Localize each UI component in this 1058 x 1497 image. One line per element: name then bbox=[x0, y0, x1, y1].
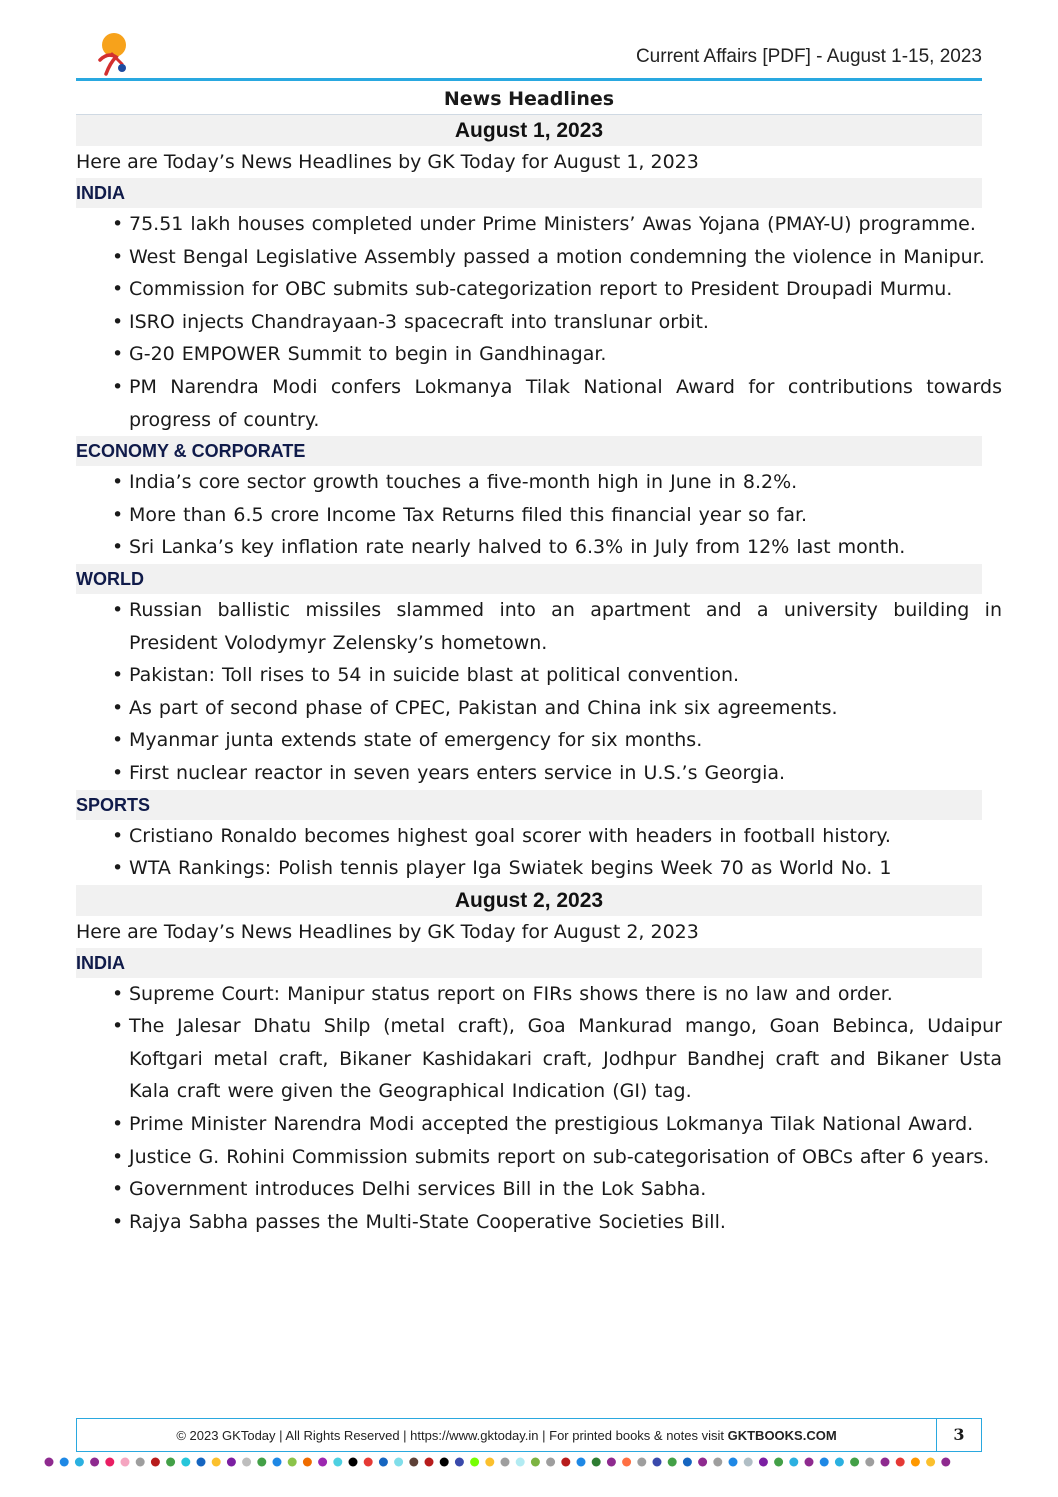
decorative-dot bbox=[926, 1458, 935, 1467]
section-heading: INDIA bbox=[76, 948, 982, 978]
decorative-dot bbox=[379, 1458, 388, 1467]
decorative-dot bbox=[865, 1458, 874, 1467]
decorative-dot bbox=[257, 1458, 266, 1467]
decorative-dot bbox=[577, 1458, 586, 1467]
headline-list bbox=[76, 978, 1002, 1239]
headline-item: • G-20 EMPOWER Summit to begin in Gandhinagar. bbox=[76, 338, 1002, 371]
decorative-dot bbox=[592, 1458, 601, 1467]
decorative-dot bbox=[151, 1458, 160, 1467]
decorative-dot-row bbox=[44, 1456, 1014, 1468]
headline-item: • India’s core sector growth touches a five-month high in June in 8.2%. bbox=[76, 466, 1002, 499]
headline-item: • Rajya Sabha passes the Multi-State Cooperative Societies Bill. bbox=[76, 1206, 1002, 1239]
headline-item: • Cristiano Ronaldo becomes highest goal scorer with headers in football history. bbox=[76, 820, 1002, 853]
headline-item: • First nuclear reactor in seven years enters service in U.S.’s Georgia. bbox=[76, 757, 1002, 790]
decorative-dot bbox=[181, 1458, 190, 1467]
decorative-dot bbox=[941, 1458, 950, 1467]
decorative-dot bbox=[637, 1458, 646, 1467]
decorative-dot bbox=[288, 1458, 297, 1467]
decorative-dot bbox=[166, 1458, 175, 1467]
headline-item: • Myanmar junta extends state of emergency for six months. bbox=[76, 724, 1002, 757]
decorative-dot bbox=[896, 1458, 905, 1467]
decorative-dot bbox=[455, 1458, 464, 1467]
decorative-dot bbox=[394, 1458, 403, 1467]
decorative-dot bbox=[470, 1458, 479, 1467]
day-intro: Here are Today’s News Headlines by GK Today for August 2, 2023 bbox=[76, 920, 699, 943]
headline-item: • Supreme Court: Manipur status report on FIRs shows there is no law and order. bbox=[76, 978, 1002, 1011]
headline-item: • Russian ballistic missiles slammed into an apartment and a university building in President Volodymyr Zelensky’s hometown. bbox=[76, 594, 1002, 659]
decorative-dot bbox=[713, 1458, 722, 1467]
headline-list bbox=[76, 594, 1002, 790]
decorative-dot bbox=[668, 1458, 677, 1467]
header-divider bbox=[76, 78, 982, 81]
decorative-dot bbox=[333, 1458, 342, 1467]
decorative-dot bbox=[273, 1458, 282, 1467]
decorative-dot bbox=[318, 1458, 327, 1467]
headline-item: • Pakistan: Toll rises to 54 in suicide blast at political convention. bbox=[76, 659, 1002, 692]
document-title: Current Affairs [PDF] - August 1-15, 2023 bbox=[635, 46, 982, 67]
headline-item: • The Jalesar Dhatu Shilp (metal craft), Goa Mankurad mango, Goan Bebinca, Udaipur Koftgari metal craft, Bikaner Kashidakari craft, Jodhpur Bandhej craft and Bikaner Usta Kala craft were given the Geographical Indication (GI) tag. bbox=[76, 1010, 1002, 1108]
headline-item: • Justice G. Rohini Commission submits report on sub-categorisation of OBCs after 6 years. bbox=[76, 1141, 1002, 1174]
decorative-dot bbox=[425, 1458, 434, 1467]
decorative-dot bbox=[729, 1458, 738, 1467]
decorative-dot bbox=[698, 1458, 707, 1467]
section-heading: INDIA bbox=[76, 178, 982, 208]
page-footer bbox=[76, 1418, 982, 1452]
date-heading: August 1, 2023 bbox=[76, 115, 982, 146]
decorative-dot bbox=[774, 1458, 783, 1467]
decorative-dot bbox=[197, 1458, 206, 1467]
gktoday-logo bbox=[92, 30, 132, 78]
decorative-dot bbox=[516, 1458, 525, 1467]
decorative-dot bbox=[820, 1458, 829, 1467]
decorative-dot bbox=[136, 1458, 145, 1467]
decorative-dot bbox=[485, 1458, 494, 1467]
decorative-dot bbox=[744, 1458, 753, 1467]
decorative-dot bbox=[835, 1458, 844, 1467]
headline-list bbox=[76, 820, 982, 885]
page-number: 3 bbox=[936, 1419, 981, 1451]
section-heading: WORLD bbox=[76, 564, 982, 594]
headline-item: • 75.51 lakh houses completed under Prime Ministers’ Awas Yojana (PMAY-U) programme. bbox=[76, 208, 1002, 241]
decorative-dot bbox=[60, 1458, 69, 1467]
decorative-dot bbox=[546, 1458, 555, 1467]
decorative-dot bbox=[805, 1458, 814, 1467]
decorative-dot bbox=[653, 1458, 662, 1467]
headline-item: • WTA Rankings: Polish tennis player Iga Swiatek begins Week 70 as World No. 1 bbox=[76, 852, 1002, 885]
decorative-dot bbox=[303, 1458, 312, 1467]
headline-list bbox=[76, 208, 1002, 436]
day-intro: Here are Today’s News Headlines by GK Today for August 1, 2023 bbox=[76, 151, 699, 173]
decorative-dot bbox=[911, 1458, 920, 1467]
headline-item: • Government introduces Delhi services Bill in the Lok Sabha. bbox=[76, 1173, 1002, 1206]
headline-item: • Sri Lanka’s key inflation rate nearly halved to 6.3% in July from 12% last month. bbox=[76, 531, 1002, 564]
decorative-dot bbox=[789, 1458, 798, 1467]
decorative-dot bbox=[683, 1458, 692, 1467]
decorative-dot bbox=[349, 1458, 358, 1467]
decorative-dot bbox=[227, 1458, 236, 1467]
headline-item: • Commission for OBC submits sub-categorization report to President Droupadi Murmu. bbox=[76, 273, 1002, 306]
decorative-dot bbox=[45, 1458, 54, 1467]
headline-item: • As part of second phase of CPEC, Pakistan and China ink six agreements. bbox=[76, 692, 1002, 725]
footer-copyright bbox=[77, 1428, 936, 1443]
decorative-dot bbox=[105, 1458, 114, 1467]
decorative-dot bbox=[501, 1458, 510, 1467]
headline-item: • Prime Minister Narendra Modi accepted the prestigious Lokmanya Tilak National Award. bbox=[76, 1108, 1002, 1141]
headline-item: • PM Narendra Modi confers Lokmanya Tilak National Award for contributions towards progress of country. bbox=[76, 371, 1002, 436]
headline-item: • West Bengal Legislative Assembly passed a motion condemning the violence in Manipur. bbox=[76, 241, 1002, 274]
decorative-dot bbox=[850, 1458, 859, 1467]
decorative-dot bbox=[881, 1458, 890, 1467]
page-heading: News Headlines bbox=[76, 84, 982, 115]
section-heading: ECONOMY & CORPORATE bbox=[76, 436, 982, 466]
decorative-dot bbox=[607, 1458, 616, 1467]
decorative-dot bbox=[90, 1458, 99, 1467]
footer-brand-link[interactable]: GKTBOOKS.COM bbox=[727, 1427, 837, 1443]
decorative-dot bbox=[242, 1458, 251, 1467]
decorative-dot bbox=[212, 1458, 221, 1467]
decorative-dot bbox=[622, 1458, 631, 1467]
decorative-dot bbox=[440, 1458, 449, 1467]
decorative-dot bbox=[759, 1458, 768, 1467]
decorative-dot bbox=[75, 1458, 84, 1467]
decorative-dot bbox=[121, 1458, 130, 1467]
headline-item: • ISRO injects Chandrayaan-3 spacecraft into translunar orbit. bbox=[76, 306, 1002, 339]
headline-list bbox=[76, 466, 982, 564]
page-content bbox=[76, 84, 1002, 1238]
decorative-dot bbox=[531, 1458, 540, 1467]
footer-text: © 2023 GKToday | All Rights Reserved | https://www.gktoday.in | For printed books & notes visit bbox=[176, 1427, 728, 1443]
section-heading: SPORTS bbox=[76, 790, 982, 820]
headline-item: • More than 6.5 crore Income Tax Returns filed this financial year so far. bbox=[76, 499, 1002, 532]
decorative-dot bbox=[409, 1458, 418, 1467]
date-heading: August 2, 2023 bbox=[76, 885, 982, 916]
decorative-dot bbox=[364, 1458, 373, 1467]
decorative-dot bbox=[561, 1458, 570, 1467]
